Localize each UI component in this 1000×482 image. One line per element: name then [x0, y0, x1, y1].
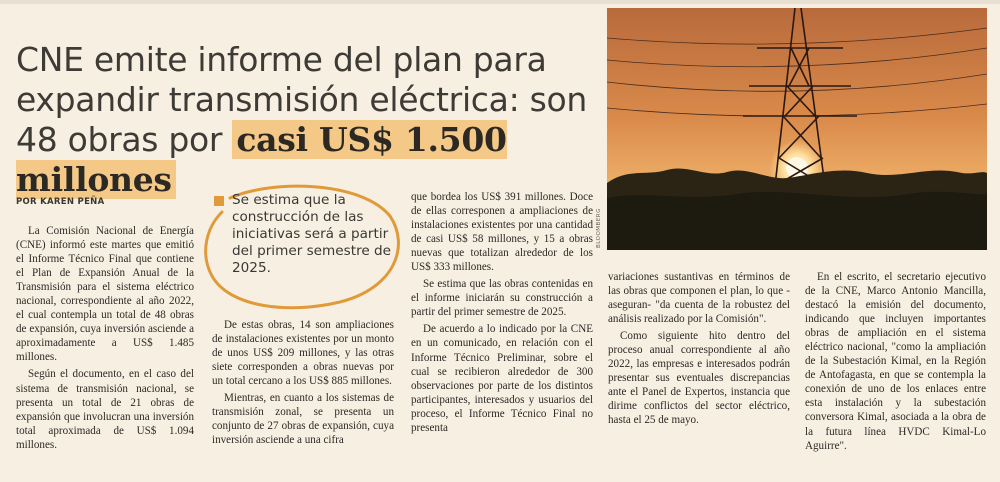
- paragraph: variaciones sustantivas en términos de las obras que componen el plan, lo que -aseguran- "da cuenta de la robustez del análisis realizado por la Comisión".: [608, 271, 790, 326]
- top-rule: [0, 0, 1000, 4]
- article-column-4: [608, 270, 790, 431]
- paragraph: La Comisión Nacional de Energía (CNE) informó este martes que emitió el Informe Técnico Final que contiene el Plan de Expansión Anual de la Transmisión para el sistema eléctrico nacional, correspondiente al año 2022, el cual contempla un total de 48 obras de expansión, cuya inversión asciende a aproximadamente a US$ 1.485 millones.: [16, 225, 194, 364]
- sunset-power-tower-photo: [607, 8, 987, 250]
- paragraph: De estas obras, 14 son ampliaciones de instalaciones existentes por un monto de unos US$ 209 millones, y las otras siete corresponden a obras nuevas por un total cercano a los US$ 885 millones.: [212, 319, 394, 388]
- article-column-3: [411, 190, 593, 438]
- paragraph: que bordea los US$ 391 millones. Doce de ellas corresponen a ampliaciones de instalaciones existentes por una cantidad de casi US$ 58 millones, y 15 a obras nuevas que totalizan alrededor de los US$ 333 millones.: [411, 191, 593, 274]
- headline-text: CNE emite informe del plan para expandir transmisión eléctrica: son 48 obras por: [16, 40, 587, 159]
- pull-quote: Se estima que la construcción de las iniciativas será a partir del primer semestre de 2025.: [232, 192, 392, 276]
- article-column-5: [805, 270, 986, 456]
- photo-credit: BLOOMBERG: [596, 208, 602, 248]
- byline: POR KAREN PEÑA: [16, 197, 105, 207]
- pull-quote-marker: [214, 196, 224, 206]
- article-column-2: [212, 318, 394, 450]
- headline-highlight: casi US$ 1.500 millones: [16, 120, 507, 199]
- paragraph: Como siguiente hito dentro del proceso anual correspondiente al año 2022, las empresas e interesados podrán presentar sus eventuales discrepancias ante el Panel de Expertos, instancia que dirime conflictos del sector eléctrico, hasta el 25 de mayo.: [608, 330, 790, 427]
- article-column-1: [16, 224, 194, 455]
- paragraph: En el escrito, el secretario ejecutivo de la CNE, Marco Antonio Mancilla, destacó la emisión del documento, indicando que incluyen importantes obras de ampliación en el sistema eléctrico nacional, "como la ampliación de la Subestación Kimal, en la Región de Antofagasta, en que se contempla la conexión de uno de los enlaces entre esta instalación y la subestación conversora Kimal, asociada a la obra de la futura línea HVDC Kimal-Lo Aguirre".: [805, 271, 986, 452]
- paragraph: Según el documento, en el caso del sistema de transmisión nacional, se presenta un total de 21 obras de expansión que involucran una inversión total aproximada de US$ 1.094 millones.: [16, 368, 194, 451]
- paragraph: De acuerdo a lo indicado por la CNE en un comunicado, en relación con el Informe Técnico Preliminar, sobre el cual se recibieron alrededor de 300 observaciones por parte de los distintos participantes, interesados y usuarios del proceso, el Informe Técnico Final no presenta: [411, 323, 593, 434]
- paragraph: Mientras, en cuanto a los sistemas de transmisión zonal, se presenta un conjunto de 27 obras de expansión, cuya inversión asciende a una cifra: [212, 392, 394, 447]
- paragraph: Se estima que las obras contenidas en el informe iniciarán su construcción a partir del primer semestre de 2025.: [411, 278, 593, 319]
